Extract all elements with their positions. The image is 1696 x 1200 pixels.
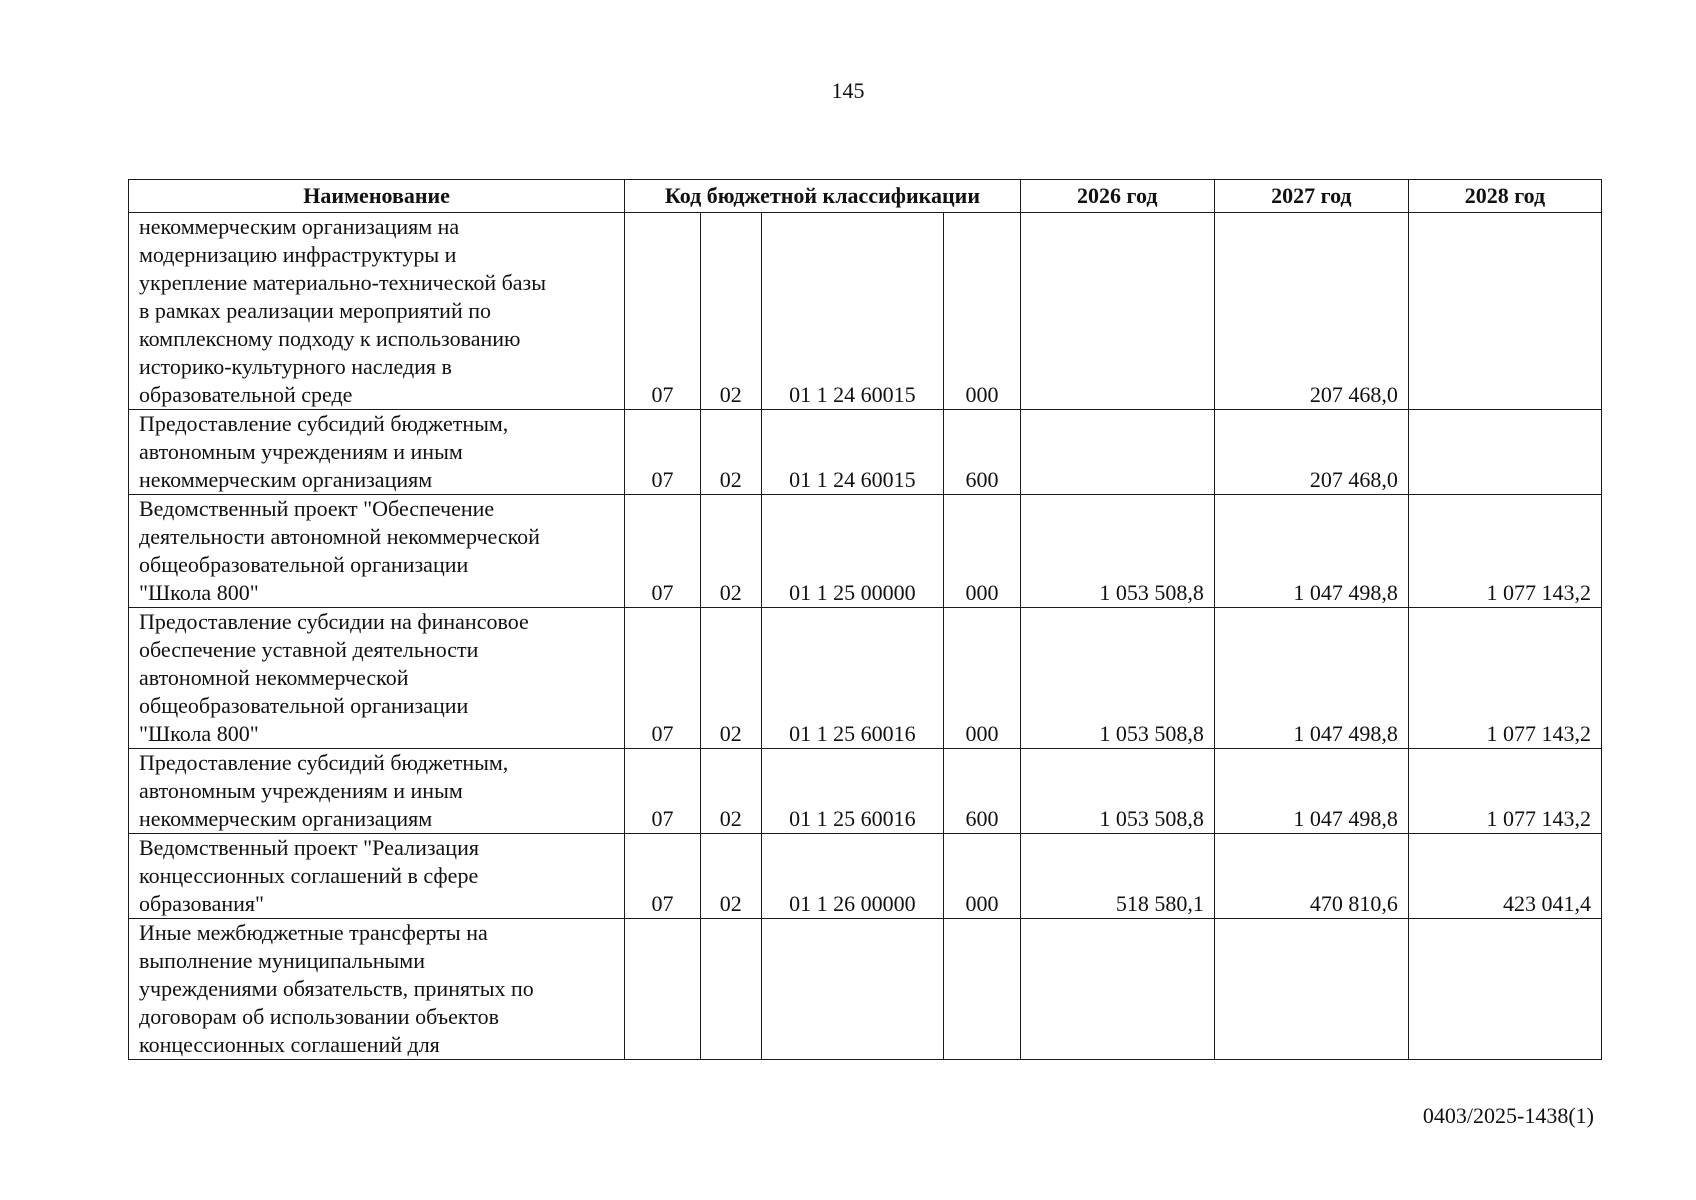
header-2027: 2027 год xyxy=(1214,180,1408,213)
cell-amount-2026: 1 053 508,8 xyxy=(1020,608,1214,749)
cell-subsection: 02 xyxy=(700,213,761,410)
cell-target-code xyxy=(761,919,944,1060)
cell-name xyxy=(129,749,625,834)
name-line: Иные межбюджетные трансферты на xyxy=(139,920,488,945)
name-line: Ведомственный проект "Реализация xyxy=(139,835,479,860)
name-line: договорам об использовании объектов xyxy=(139,1004,499,1029)
table-row xyxy=(129,410,1602,495)
cell-expense-type: 000 xyxy=(944,495,1021,608)
cell-target-code: 01 1 25 00000 xyxy=(761,495,944,608)
name-line: модернизацию инфраструктуры и xyxy=(139,242,457,267)
table-row xyxy=(129,495,1602,608)
cell-section: 07 xyxy=(625,608,701,749)
header-2026: 2026 год xyxy=(1020,180,1214,213)
budget-table xyxy=(128,179,1602,1060)
name-line: автономной некоммерческой xyxy=(139,665,409,690)
cell-subsection: 02 xyxy=(700,608,761,749)
cell-target-code: 01 1 24 60015 xyxy=(761,213,944,410)
table-header xyxy=(129,180,1602,213)
cell-amount-2026: 1 053 508,8 xyxy=(1020,495,1214,608)
name-line: общеобразовательной организации xyxy=(139,693,469,718)
cell-target-code: 01 1 26 00000 xyxy=(761,834,944,919)
name-line: учреждениями обязательств, принятых по xyxy=(139,976,534,1001)
name-line: выполнение муниципальными xyxy=(139,948,425,973)
name-line: некоммерческим организациям xyxy=(139,806,433,831)
name-line: "Школа 800" xyxy=(139,580,259,605)
cell-name xyxy=(129,608,625,749)
cell-amount-2026 xyxy=(1020,919,1214,1060)
cell-expense-type: 600 xyxy=(944,749,1021,834)
cell-amount-2028 xyxy=(1408,919,1601,1060)
cell-expense-type xyxy=(944,919,1021,1060)
cell-amount-2027: 1 047 498,8 xyxy=(1214,608,1408,749)
cell-section: 07 xyxy=(625,834,701,919)
cell-amount-2028: 1 077 143,2 xyxy=(1408,495,1601,608)
name-line: автономным учреждениям и иным xyxy=(139,439,463,464)
cell-section xyxy=(625,919,701,1060)
name-line: Предоставление субсидий бюджетным, xyxy=(139,411,509,436)
cell-target-code: 01 1 24 60015 xyxy=(761,410,944,495)
table-row xyxy=(129,749,1602,834)
cell-subsection xyxy=(700,919,761,1060)
header-row xyxy=(129,180,1602,213)
name-line: образования" xyxy=(139,891,265,916)
cell-amount-2026: 1 053 508,8 xyxy=(1020,749,1214,834)
table-row xyxy=(129,834,1602,919)
cell-name xyxy=(129,495,625,608)
cell-subsection: 02 xyxy=(700,495,761,608)
cell-subsection: 02 xyxy=(700,834,761,919)
cell-section: 07 xyxy=(625,749,701,834)
cell-amount-2028 xyxy=(1408,410,1601,495)
cell-target-code: 01 1 25 60016 xyxy=(761,749,944,834)
cell-amount-2028 xyxy=(1408,213,1601,410)
document-code: 0403/2025-1438(1) xyxy=(1422,1103,1594,1128)
name-line: обеспечение уставной деятельности xyxy=(139,637,479,662)
name-line: некоммерческим организациям на xyxy=(139,214,460,239)
cell-amount-2027: 207 468,0 xyxy=(1214,213,1408,410)
table-row xyxy=(129,919,1602,1060)
cell-section: 07 xyxy=(625,213,701,410)
name-line: в рамках реализации мероприятий по xyxy=(139,298,491,323)
cell-name xyxy=(129,834,625,919)
cell-section: 07 xyxy=(625,495,701,608)
cell-name xyxy=(129,213,625,410)
name-line: некоммерческим организациям xyxy=(139,467,433,492)
name-line: концессионных соглашений для xyxy=(139,1032,440,1057)
name-line: Предоставление субсидий бюджетным, xyxy=(139,750,509,775)
table-row xyxy=(129,213,1602,410)
name-line: укрепление материально-технической базы xyxy=(139,270,547,295)
cell-target-code: 01 1 25 60016 xyxy=(761,608,944,749)
page-number: 145 xyxy=(831,78,865,103)
header-name: Наименование xyxy=(129,180,625,213)
cell-amount-2027: 1 047 498,8 xyxy=(1214,749,1408,834)
cell-expense-type: 000 xyxy=(944,213,1021,410)
name-line: деятельности автономной некоммерческой xyxy=(139,524,540,549)
header-2028: 2028 год xyxy=(1408,180,1601,213)
cell-amount-2027 xyxy=(1214,919,1408,1060)
header-code: Код бюджетной классификации xyxy=(625,180,1021,213)
cell-amount-2026: 518 580,1 xyxy=(1020,834,1214,919)
name-line: автономным учреждениям и иным xyxy=(139,778,463,803)
cell-name xyxy=(129,919,625,1060)
cell-name xyxy=(129,410,625,495)
name-line: Ведомственный проект "Обеспечение xyxy=(139,496,495,521)
cell-subsection: 02 xyxy=(700,749,761,834)
name-line: концессионных соглашений в сфере xyxy=(139,863,479,888)
cell-amount-2026 xyxy=(1020,410,1214,495)
cell-amount-2027: 470 810,6 xyxy=(1214,834,1408,919)
cell-subsection: 02 xyxy=(700,410,761,495)
cell-expense-type: 600 xyxy=(944,410,1021,495)
name-line: историко-культурного наследия в xyxy=(139,354,452,379)
cell-amount-2028: 1 077 143,2 xyxy=(1408,608,1601,749)
name-line: "Школа 800" xyxy=(139,721,259,746)
name-line: образовательной среде xyxy=(139,382,353,407)
cell-amount-2028: 1 077 143,2 xyxy=(1408,749,1601,834)
name-line: Предоставление субсидии на финансовое xyxy=(139,609,529,634)
table-body xyxy=(129,213,1602,1060)
cell-amount-2026 xyxy=(1020,213,1214,410)
cell-expense-type: 000 xyxy=(944,608,1021,749)
name-line: комплексному подходу к использованию xyxy=(139,326,521,351)
name-line: общеобразовательной организации xyxy=(139,552,469,577)
cell-amount-2027: 1 047 498,8 xyxy=(1214,495,1408,608)
cell-section: 07 xyxy=(625,410,701,495)
cell-amount-2027: 207 468,0 xyxy=(1214,410,1408,495)
cell-expense-type: 000 xyxy=(944,834,1021,919)
table-row xyxy=(129,608,1602,749)
cell-amount-2028: 423 041,4 xyxy=(1408,834,1601,919)
